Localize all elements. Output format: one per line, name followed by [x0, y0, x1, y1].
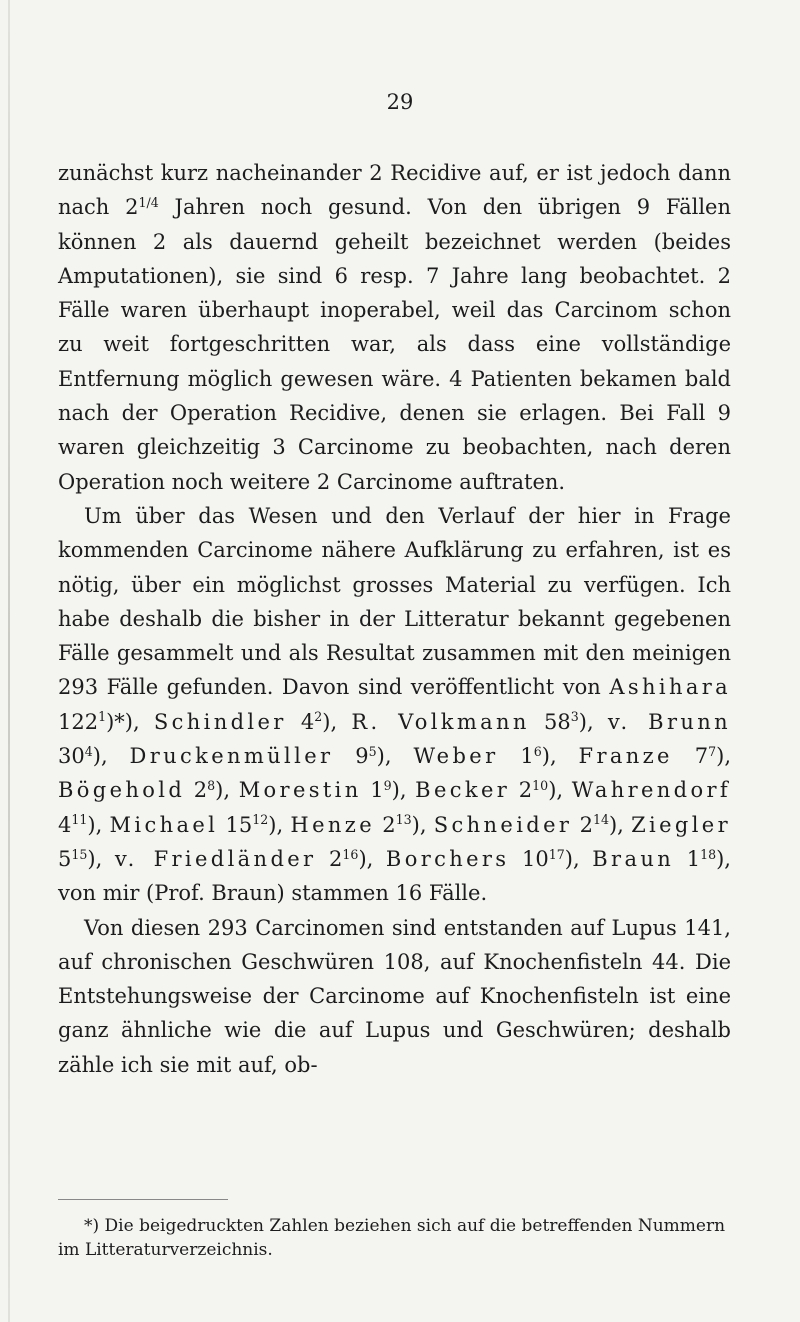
reference-number: 7	[708, 743, 717, 759]
case-count: 4	[58, 812, 72, 837]
case-count: 4	[286, 709, 315, 734]
paragraph-2	[58, 499, 731, 911]
separator: ),	[322, 709, 352, 734]
author-name: v. Friedländer	[114, 846, 317, 871]
para2-outro: ), von mir (Prof. Braun) stammen 16 Fälle.	[58, 846, 731, 906]
reference-number: 12	[252, 812, 269, 828]
reference-number: 16	[342, 846, 359, 862]
reference-number: 5	[368, 743, 377, 759]
para2-intro: Um über das Wesen und den Verlauf der hier in Frage kommenden Carcinome nähere Aufklärung zu erfahren, ist es nötig, über ein möglichst grosses Material zu verfügen. Ich habe deshalb die bisher in der Litteratur bekannt gegebenen Fälle gesammelt und als Resultat zusammen mit den meinigen 293 Fälle gefunden. Davon sind veröffentlicht von	[58, 503, 731, 700]
separator: ),	[564, 846, 593, 871]
fraction-quarter: 1/4	[138, 194, 159, 210]
author-name: Wahrendorf	[571, 778, 731, 803]
para1-text-a: zunächst kurz nacheinander 2 Recidive auf, er ist jedoch dann nach 2	[58, 161, 731, 220]
author-name: Ziegler	[631, 812, 731, 837]
author-name: Weber	[413, 744, 499, 769]
case-count: 2	[374, 812, 396, 837]
separator: ),	[268, 812, 291, 837]
case-count: 5	[58, 846, 72, 871]
case-count: 1	[674, 846, 701, 871]
case-count: 2	[316, 846, 343, 871]
case-count: 30	[58, 744, 85, 769]
author-name: Franze	[578, 744, 673, 769]
para1-text-b: Jahren noch gesund. Von den übrigen 9 Fällen können 2 als dauernd geheilt bezeichnet werden (beides Amputationen), sie sind 6 resp. 7 Jahre lang beobachtet. 2 Fälle waren überhaupt inoperabel, weil das Carcinom schon zu weit fortgeschritten war, als dass eine vollständige Entfernung möglich gewesen wäre. 4 Patienten bekamen bald nach der Operation Recidive, denen sie erlagen. Bei Fall 9 waren gleichzeitig 3 Carcinome zu beobachten, nach deren Operation noch weitere 2 Carcinome auftraten.	[58, 195, 731, 494]
separator: ),	[87, 812, 110, 837]
author-name: Ashihara	[609, 675, 731, 700]
author-name: Becker	[415, 778, 511, 803]
author-name: Bögehold	[58, 778, 186, 803]
paragraph-3: Von diesen 293 Carcinomen sind entstanden auf Lupus 141, auf chronischen Geschwüren 108, auf Knochenfisteln 44. Die Entstehungsweise der Carcinome auf Knochenfisteln ist eine ganz ähnliche wie die auf Lupus und Geschwüren; deshalb zähle ich sie mit auf, ob-	[58, 915, 731, 1077]
case-count: 2	[510, 778, 533, 803]
separator: ),	[608, 812, 632, 837]
author-name: Schneider	[433, 812, 573, 837]
case-count: 2	[185, 778, 208, 803]
reference-number: 3	[570, 709, 579, 725]
footnote	[58, 1214, 731, 1262]
author-name: Schindler	[153, 709, 287, 734]
reference-number: 9	[383, 777, 392, 793]
separator: ),	[358, 846, 386, 871]
body-text	[58, 156, 731, 1082]
reference-number: 6	[533, 743, 542, 759]
case-count: 122	[58, 709, 99, 734]
case-count: 1	[361, 778, 384, 803]
author-name: Henze	[290, 812, 375, 837]
separator: ),	[391, 778, 416, 803]
reference-number: 4	[84, 743, 93, 759]
separator: ),	[548, 778, 572, 803]
case-count: 7	[672, 744, 709, 769]
separator: ),	[578, 709, 608, 734]
separator: ),	[716, 744, 731, 769]
case-count: 2	[572, 812, 593, 837]
author-name: Braun	[592, 846, 675, 871]
case-count: 1	[498, 744, 534, 769]
separator: ),	[215, 778, 239, 803]
reference-number: 17	[548, 846, 565, 862]
case-count: 10	[509, 846, 549, 871]
paragraph-1	[58, 156, 731, 499]
footnote-divider	[58, 1199, 228, 1200]
reference-number: 8	[207, 777, 216, 793]
case-count: 15	[218, 812, 253, 837]
reference-number: 18	[700, 846, 717, 862]
footnote-text: *) Die beigedruckten Zahlen beziehen sich auf die betreffenden Nummern im Litteraturverzeichnis.	[58, 1216, 726, 1260]
author-name: v. Brunn	[607, 709, 732, 734]
reference-number: 2	[314, 709, 323, 725]
page-edge-shadow	[8, 0, 10, 1322]
reference-number: 14	[592, 812, 609, 828]
reference-number: 11	[71, 812, 88, 828]
author-name: Druckenmüller	[129, 744, 334, 769]
author-name: R. Volkmann	[351, 709, 530, 734]
reference-number: 1	[98, 709, 107, 725]
reference-number: 15	[71, 846, 88, 862]
separator: ),	[376, 744, 414, 769]
author-name: Morestin	[238, 778, 362, 803]
reference-number: 10	[532, 777, 549, 793]
page-number: 29	[386, 90, 414, 114]
reference-number: 13	[395, 812, 412, 828]
case-count: 9	[333, 744, 369, 769]
case-count: 58	[529, 709, 571, 734]
separator: ),	[541, 744, 579, 769]
separator: ),	[411, 812, 434, 837]
separator: ),	[92, 744, 130, 769]
author-name: Michael	[109, 812, 219, 837]
separator: ),	[87, 846, 115, 871]
footnote-marker: )*),	[106, 709, 154, 734]
author-name: Borchers	[385, 846, 510, 871]
